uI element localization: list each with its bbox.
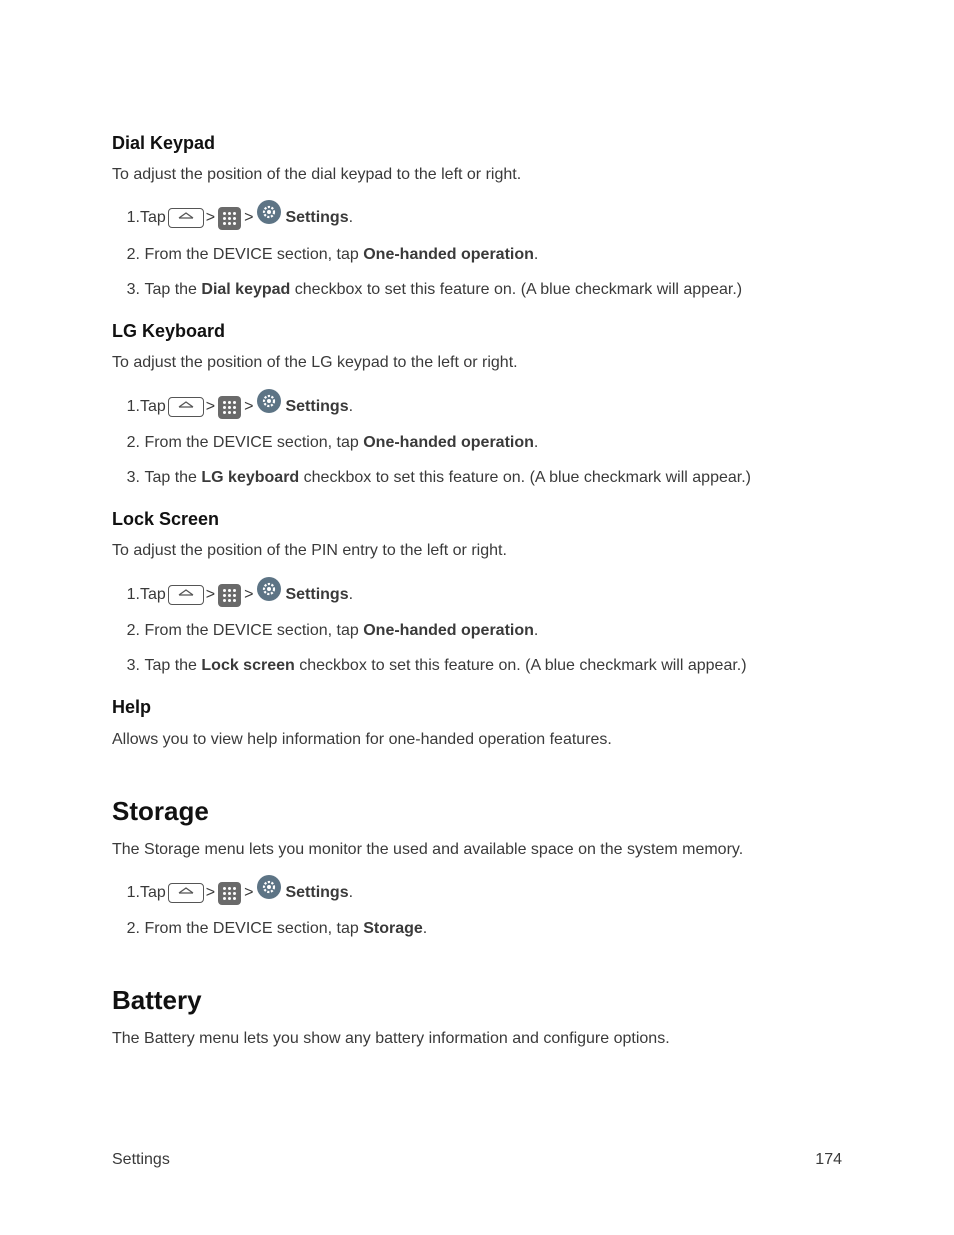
settings-gear-icon — [257, 875, 281, 899]
dial-keypad-step-3: 3. Tap the Dial keypad checkbox to set this feature on. (A blue checkmark will appear.) — [126, 281, 743, 298]
help-intro: Allows you to view help information for one-handed operation features. — [112, 731, 612, 748]
home-key-icon — [168, 208, 204, 228]
heading-lock-screen: Lock Screen — [112, 509, 220, 529]
heading-help: Help — [112, 697, 152, 717]
settings-gear-icon — [257, 200, 281, 224]
lock-screen-step-1: 1. Tap > > Settings . — [112, 583, 353, 607]
lg-keyboard-intro: To adjust the position of the LG keypad to the left or right. — [112, 354, 518, 371]
lg-keyboard-step-2: 2. From the DEVICE section, tap One-handed operation . — [126, 434, 539, 451]
apps-icon — [218, 882, 241, 905]
heading-lg-keyboard: LG Keyboard — [112, 321, 226, 341]
settings-gear-icon — [257, 577, 281, 601]
footer-section-name: Settings — [112, 1151, 170, 1168]
lg-keyboard-step-3: 3. Tap the LG keyboard checkbox to set this feature on. (A blue checkmark will appear.) — [126, 469, 751, 486]
lock-screen-intro: To adjust the position of the PIN entry to the left or right. — [112, 542, 507, 559]
apps-icon — [218, 207, 241, 230]
home-key-icon — [168, 883, 204, 903]
heading-battery: Battery — [112, 985, 202, 1015]
dial-keypad-step-2: 2. From the DEVICE section, tap One-handed operation . — [126, 246, 539, 263]
lock-screen-step-3: 3. Tap the Lock screen checkbox to set this feature on. (A blue checkmark will appear.) — [126, 657, 747, 674]
settings-gear-icon — [257, 389, 281, 413]
apps-icon — [218, 396, 241, 419]
lock-screen-step-2: 2. From the DEVICE section, tap One-handed operation . — [126, 622, 539, 639]
apps-icon — [218, 584, 241, 607]
home-key-icon — [168, 397, 204, 417]
storage-intro: The Storage menu lets you monitor the used and available space on the system memory. — [112, 841, 744, 858]
battery-intro: The Battery menu lets you show any battery information and configure options. — [112, 1030, 670, 1047]
dial-keypad-step-1: 1. Tap > > Settings . — [112, 206, 353, 230]
dial-keypad-intro: To adjust the position of the dial keypad to the left or right. — [112, 166, 522, 183]
heading-storage: Storage — [112, 796, 209, 826]
heading-dial-keypad: Dial Keypad — [112, 133, 216, 153]
footer-page-number: 174 — [815, 1151, 842, 1168]
storage-step-2: 2. From the DEVICE section, tap Storage . — [126, 920, 428, 937]
lg-keyboard-step-1: 1. Tap > > Settings . — [112, 395, 353, 419]
home-key-icon — [168, 585, 204, 605]
storage-step-1: 1. Tap > > Settings . — [112, 881, 353, 905]
